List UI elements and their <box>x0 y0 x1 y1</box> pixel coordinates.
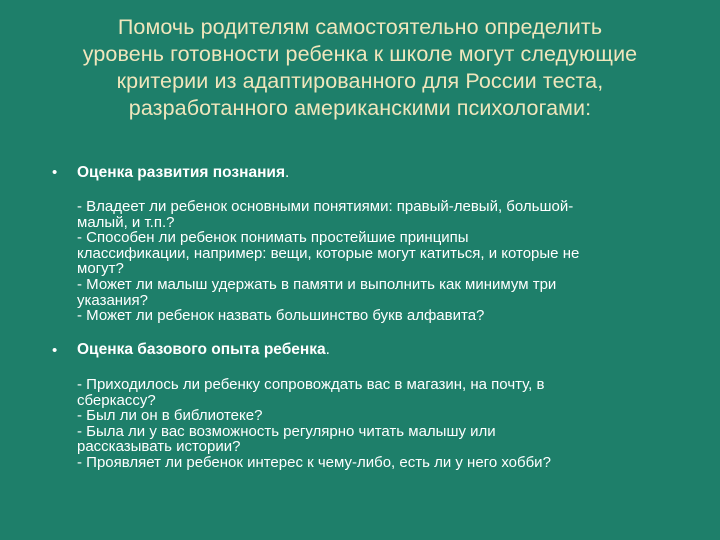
criteria-line: - Был ли он в библиотеке? <box>77 407 263 425</box>
section-heading-text: Оценка развития познания <box>77 164 286 181</box>
criteria-line: сберкассу? <box>77 391 156 409</box>
section-criteria-experience <box>77 377 697 471</box>
title-line: Помочь родителям самостоятельно определить <box>117 15 603 39</box>
criteria-line: малый, и т.п.? <box>77 213 175 231</box>
bullet-marker: • <box>52 164 58 181</box>
criteria-line: - Была ли у вас возможность регулярно читать малышу или <box>77 422 496 440</box>
criteria-line: - Может ли малыш удержать в памяти и выполнить как минимум три <box>77 275 557 293</box>
criteria-line: - Способен ли ребенок понимать простейшие принципы <box>77 229 469 247</box>
title-line: разработанного американскими психологами: <box>128 96 592 120</box>
criteria-line: - Владеет ли ребенок основными понятиями: правый-левый, большой- <box>77 198 574 215</box>
section-heading-cognition <box>77 164 289 182</box>
bullet-marker: • <box>52 342 58 359</box>
criteria-line: - Приходилось ли ребенку сопровождать вас в магазин, на почту, в <box>77 376 545 393</box>
section-heading-experience <box>77 341 330 359</box>
criteria-line: рассказывать истории? <box>77 438 241 456</box>
criteria-line: классификации, например: вещи, которые могут катиться, и которые не <box>77 244 580 262</box>
section-heading-end: . <box>325 341 330 358</box>
criteria-line: - Проявляет ли ребенок интерес к чему-либо, есть ли у него хобби? <box>77 453 551 471</box>
criteria-line: могут? <box>77 260 124 278</box>
criteria-line: - Может ли ребенок назвать большинство букв алфавита? <box>77 307 485 325</box>
section-heading-text: Оценка базового опыта ребенка <box>77 341 326 358</box>
title-line: критерии из адаптированного для России теста, <box>116 69 604 93</box>
section-criteria-cognition <box>77 199 697 324</box>
criteria-line: указания? <box>77 291 148 309</box>
section-heading-end: . <box>285 164 290 181</box>
title-line: уровень готовности ребенка к школе могут следующие <box>82 42 638 66</box>
